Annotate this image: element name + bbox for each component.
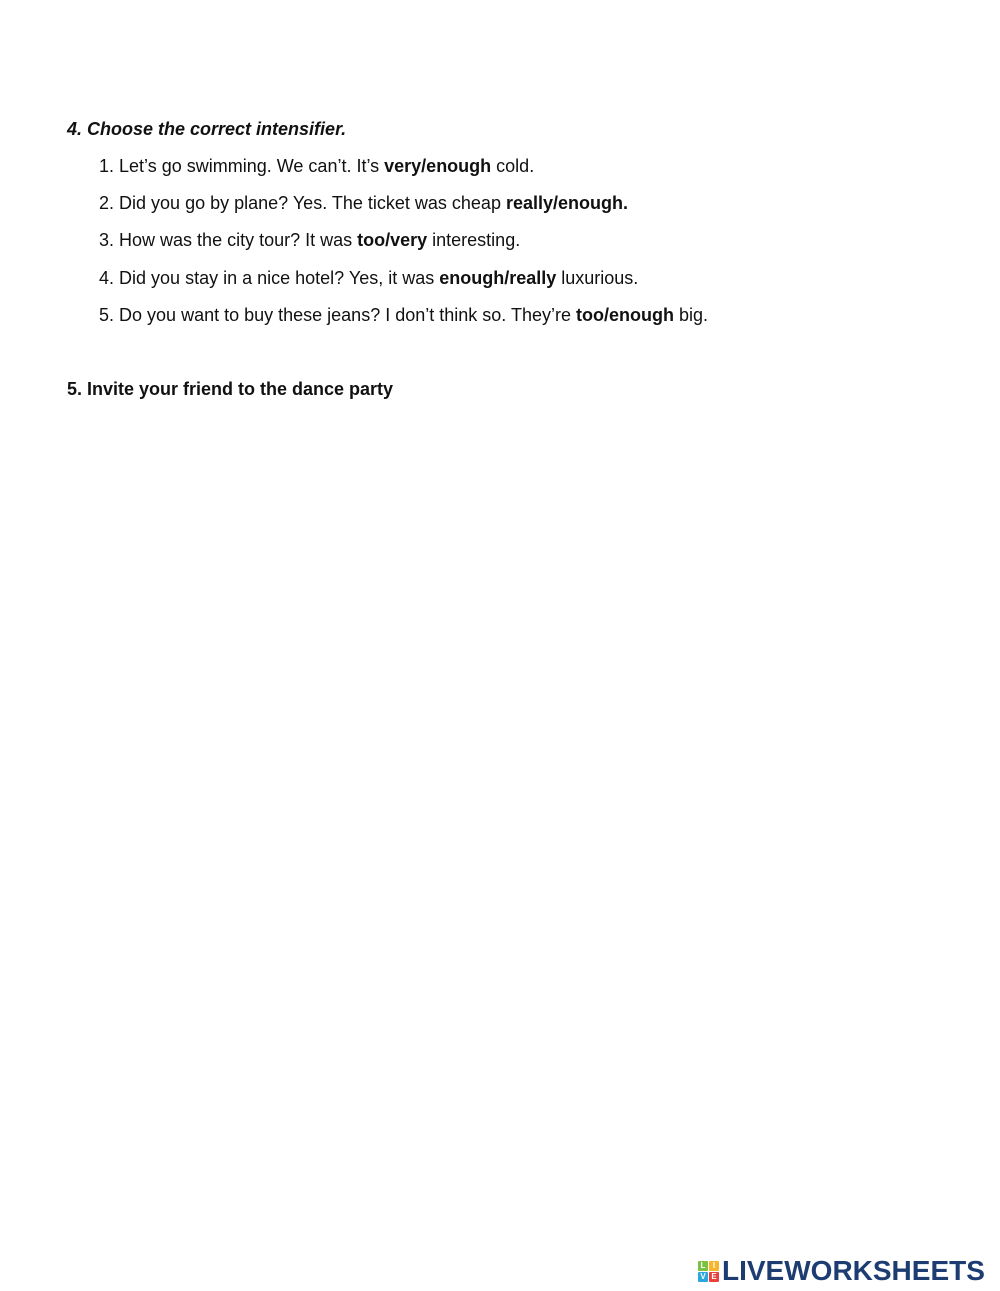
logo-text: LIVEWORKSHEETS <box>722 1255 985 1286</box>
item-number: 3. <box>99 230 115 250</box>
question-item-1 <box>99 156 534 177</box>
logo-letter: V <box>698 1272 708 1282</box>
item-choice: enough/really <box>439 268 557 288</box>
item-text-end: interesting. <box>427 230 521 250</box>
section-5-title: 5. Invite your friend to the dance party <box>67 379 394 399</box>
logo-letter: I <box>709 1261 719 1271</box>
item-text-end: cold. <box>491 156 535 176</box>
liveworksheets-logo <box>698 1255 985 1286</box>
question-item-4 <box>99 268 638 289</box>
item-number: 4. <box>99 268 115 288</box>
live-blocks-icon <box>698 1261 719 1282</box>
item-text: How was the city tour? It was <box>119 230 358 250</box>
item-choice: very/enough <box>384 156 492 176</box>
item-text: Did you go by plane? Yes. The ticket was cheap <box>119 193 506 213</box>
item-text: Let’s go swimming. We can’t. It’s <box>119 156 385 176</box>
item-text: Do you want to buy these jeans? I don’t think so. They’re <box>119 305 576 325</box>
item-choice: really/enough. <box>505 193 628 213</box>
item-number: 5. <box>99 305 115 325</box>
logo-letter: L <box>698 1261 708 1271</box>
question-item-3 <box>99 230 520 251</box>
question-item-5 <box>99 305 708 326</box>
item-choice: too/enough <box>575 305 674 325</box>
item-text: Did you stay in a nice hotel? Yes, it was <box>119 268 440 288</box>
item-choice: too/very <box>357 230 428 250</box>
section-4-title: 4. Choose the correct intensifier. <box>67 119 347 139</box>
item-number: 2. <box>99 193 115 213</box>
logo-letter: E <box>709 1272 719 1282</box>
item-text-end: big. <box>673 305 708 325</box>
item-text-end: luxurious. <box>556 268 639 288</box>
item-number: 1. <box>99 156 115 176</box>
question-item-2 <box>99 193 628 214</box>
